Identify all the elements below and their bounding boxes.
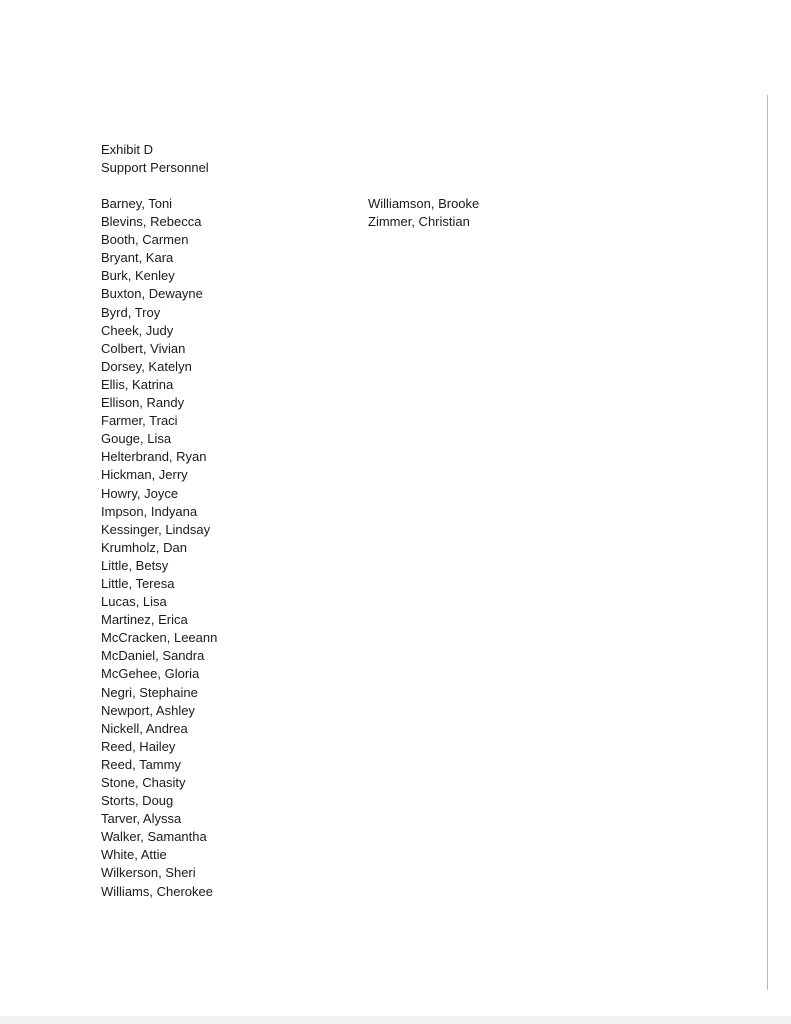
personnel-name: Hickman, Jerry (101, 467, 188, 483)
personnel-name: Krumholz, Dan (101, 539, 187, 555)
personnel-name: Helterbrand, Ryan (101, 449, 207, 465)
scan-edge-line (767, 95, 768, 990)
personnel-name: Stone, Chasity (101, 775, 186, 790)
document-heading (101, 141, 209, 177)
personnel-name: Wilkerson, Sheri (101, 865, 196, 881)
personnel-name: Reed, Tammy (101, 756, 181, 772)
personnel-name: McCracken, Leeann (101, 630, 218, 646)
personnel-name: Cheek, Judy (101, 322, 174, 338)
personnel-name: Little, Teresa (101, 575, 175, 591)
personnel-name: Ellison, Randy (101, 395, 185, 411)
personnel-name: Colbert, Vivian (101, 340, 186, 356)
personnel-name: McGehee, Gloria (101, 666, 200, 682)
personnel-name: Ellis, Katrina (101, 376, 174, 392)
personnel-name: Kessinger, Lindsay (101, 521, 211, 537)
personnel-name: Martinez, Erica (101, 612, 188, 628)
personnel-name: Zimmer, Christian (368, 214, 470, 230)
personnel-name: Williams, Cherokee (101, 883, 213, 899)
personnel-name: Reed, Hailey (101, 738, 176, 754)
personnel-name: Storts, Doug (101, 793, 174, 809)
personnel-name: Byrd, Troy (101, 304, 161, 320)
personnel-name: Dorsey, Katelyn (101, 358, 192, 374)
personnel-name: Impson, Indyana (101, 503, 198, 519)
personnel-name: Howry, Joyce (101, 485, 179, 501)
personnel-list-right-column (368, 195, 479, 231)
personnel-name: Booth, Carmen (101, 232, 189, 248)
personnel-name: Buxton, Dewayne (101, 286, 203, 302)
personnel-name: Walker, Samantha (101, 829, 207, 845)
personnel-name: Tarver, Alyssa (101, 811, 182, 827)
personnel-name: Little, Betsy (101, 557, 169, 573)
personnel-name: White, Attie (101, 847, 167, 863)
personnel-name: Lucas, Lisa (101, 594, 167, 610)
personnel-name: McDaniel, Sandra (101, 648, 205, 664)
personnel-name: Williamson, Brooke (368, 196, 480, 211)
exhibit-subtitle: Support Personnel (101, 160, 209, 175)
personnel-name: Bryant, Kara (101, 250, 174, 266)
personnel-name: Blevins, Rebecca (101, 214, 202, 230)
personnel-list-left-column (101, 195, 217, 901)
scan-bottom-band (0, 1016, 791, 1024)
personnel-name: Farmer, Traci (101, 413, 178, 429)
personnel-name: Nickell, Andrea (101, 720, 188, 736)
personnel-name: Negri, Stephaine (101, 684, 198, 700)
personnel-name: Burk, Kenley (101, 268, 175, 284)
exhibit-title: Exhibit D (101, 142, 154, 157)
personnel-name: Newport, Ashley (101, 702, 195, 718)
personnel-name: Barney, Toni (101, 196, 173, 211)
personnel-name: Gouge, Lisa (101, 431, 172, 447)
